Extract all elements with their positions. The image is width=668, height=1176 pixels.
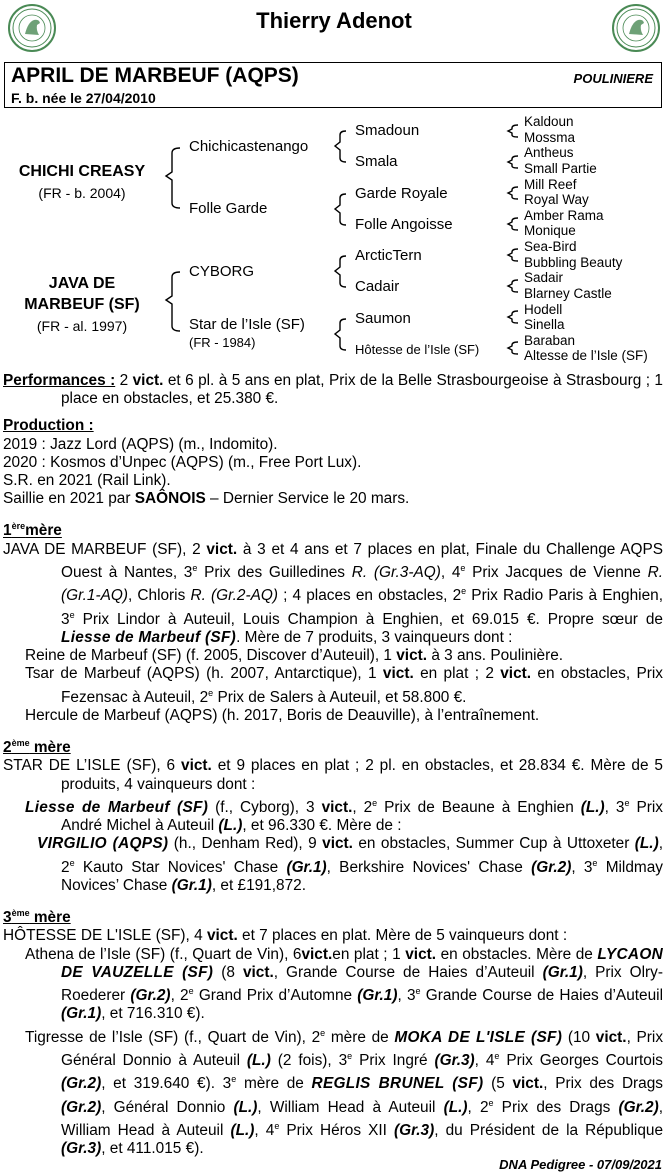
mere2-grandchild-1: VIRGILIO (AQPS) (h., Denham Red), 9 vict. en obstacles, Summer Cup à Uttoxeter (L.), 2e Kauto Star Novices' Chase (Gr.1), Berkshire Novices' Chase (Gr.2), 3e Mildmay Novices’ Chase (Gr.1), et £191,872. bbox=[37, 835, 663, 894]
pedigree-g3-4: Folle Angoisse bbox=[355, 216, 453, 233]
mere2-heading: 2ème mère bbox=[3, 738, 71, 757]
mere3-child-2: Tigresse de l’Isle (SF) (f., Quart de Vin), 2e mère de MOKA DE L'ISLE (SF) (10 vict., Prix Général Donnio à Auteuil (L.) (2 fois), 3e Prix Ingré (Gr.3), 4e Prix Georges Courtois (Gr.2), et 319.640 €). 3e mère de REGLIS BRUNEL (SF) (5 vict., Prix des Drags (Gr.2), Général Donnio (L.), William Head à Auteuil (L.), 2e Prix des Drags (Gr.2), William Head à Auteuil (L.), 4e Prix Héros XII (Gr.3), du Président de la République (Gr.3), et 411.015 €). bbox=[25, 1027, 664, 1158]
pedigree-g4-2: Mossma bbox=[524, 130, 576, 145]
pedigree-g4-8: Monique bbox=[524, 223, 576, 238]
pedigree-g4-16: Altesse de l’Isle (SF) bbox=[524, 348, 648, 363]
pedigree-g3-3: Garde Royale bbox=[355, 185, 448, 202]
mere3-main: HÔTESSE DE L'ISLE (SF), 4 vict. et 7 places en plat. Mère de 5 vainqueurs dont : bbox=[3, 927, 568, 945]
pedigree-g3-5: ArcticTern bbox=[355, 247, 422, 264]
production-line-1: 2019 : Jazz Lord (AQPS) (m., Indomito). bbox=[3, 435, 278, 453]
pedigree-g2-4-info: (FR - 1984) bbox=[189, 335, 256, 350]
dam-name-line1: JAVA DE bbox=[48, 275, 116, 292]
mere2-main: STAR DE L’ISLE (SF), 6 vict. et 9 places en plat ; 2 pl. en obstacles, et 28.834 €. Mère de 5 produits, 4 vainqueurs dont : bbox=[3, 757, 663, 793]
mere1-child-2: Tsar de Marbeuf (AQPS) (h. 2007, Antarctique), 1 vict. en plat ; 2 vict. en obstacles, Prix Fezensac à Auteuil, 2e Prix de Salers à Auteuil, et 58.800 €. bbox=[25, 665, 663, 706]
page-title: Thierry Adenot bbox=[256, 8, 412, 33]
pedigree-g2-3: CYBORG bbox=[189, 263, 255, 280]
mere1-child-3: Hercule de Marbeuf (AQPS) (h. 2017, Boris de Deauville), à l’entraînement. bbox=[25, 706, 540, 724]
production-line-3: S.R. en 2021 (Rail Link). bbox=[3, 472, 171, 490]
pedigree-g2-4: Star de l’Isle (SF) bbox=[189, 316, 305, 333]
mere3-heading: 3ème mère bbox=[3, 908, 71, 927]
horse-name: APRIL DE MARBEUF (AQPS) bbox=[11, 64, 299, 87]
dam-name-line2: MARBEUF (SF) bbox=[24, 296, 140, 313]
sire-info: (FR - b. 2004) bbox=[38, 185, 126, 201]
mere1-heading: 1èremère bbox=[3, 521, 62, 540]
horse-birth: F. b. née le 27/04/2010 bbox=[11, 90, 156, 106]
pedigree-g4-1: Kaldoun bbox=[524, 114, 574, 129]
pedigree-g4-12: Blarney Castle bbox=[524, 286, 612, 301]
production-line-2: 2020 : Kosmos d’Unpec (AQPS) (m., Free Port Lux). bbox=[3, 453, 362, 471]
pedigree-g3-8: Hôtesse de l’Isle (SF) bbox=[355, 342, 480, 357]
pedigree-g4-6: Royal Way bbox=[524, 192, 589, 207]
pedigree-g4-7: Amber Rama bbox=[524, 208, 604, 223]
document-body bbox=[3, 372, 663, 1158]
performances-heading: Performances : bbox=[3, 372, 116, 389]
pedigree-g2-1: Chichicastenango bbox=[189, 138, 309, 155]
pedigree-g4-13: Hodell bbox=[524, 302, 563, 317]
pedigree-g4-15: Baraban bbox=[524, 333, 576, 348]
performances-paragraph: Performances : 2 vict. et 6 pl. à 5 ans en plat, Prix de la Belle Strasbourgeoise à Strasbourg ; 1 place en obstacles, et 25.380 €. bbox=[3, 372, 663, 408]
pedigree-g3-2: Smala bbox=[355, 153, 398, 170]
production-heading: Production : bbox=[3, 417, 94, 435]
mere2-child-1: Liesse de Marbeuf (SF) (f., Cyborg), 3 vict., 2e Prix de Beaune à Enghien (L.), 3e Prix André Michel à Auteuil (L.), et 96.330 €. Mère de : bbox=[25, 797, 663, 835]
sire-name: CHICHI CREASY bbox=[18, 163, 146, 180]
horse-sex: POULINIERE bbox=[573, 71, 653, 86]
mere3-child-1: Athena de l’Isle (SF) (f., Quart de Vin), 6vict.en plat ; 1 vict. en obstacles. Mère de LYCAON DE VAUZELLE (SF) (8 vict., Grande Course de Haies d’Auteuil (Gr.1), Prix Olry-Roederer (Gr.2), 2e Grand Prix d’Automne (Gr.1), 3e Grande Course de Haies d’Auteuil (Gr.1), et 716.310 €). bbox=[25, 945, 664, 1023]
pedigree-g2-2: Folle Garde bbox=[189, 200, 268, 217]
pedigree-g4-3: Antheus bbox=[524, 145, 574, 160]
pedigree-g4-10: Bubbling Beauty bbox=[524, 255, 623, 270]
footer-note: DNA Pedigree - 07/09/2021 bbox=[499, 1157, 662, 1172]
pedigree-g3-6: Cadair bbox=[355, 278, 400, 295]
pedigree-g3-1: Smadoun bbox=[355, 122, 420, 139]
mere1-child-1: Reine de Marbeuf (SF) (f. 2005, Discover d’Auteuil), 1 vict. à 3 ans. Poulinière. bbox=[25, 647, 564, 665]
pedigree-g4-4: Small Partie bbox=[524, 161, 597, 176]
pedigree-g4-14: Sinella bbox=[524, 317, 565, 332]
pedigree-g4-5: Mill Reef bbox=[524, 177, 577, 192]
pedigree-g4-9: Sea-Bird bbox=[524, 239, 577, 254]
production-saillie: Saillie en 2021 par SAÔNOIS – Dernier Service le 20 mars. bbox=[3, 490, 410, 508]
pedigree-g3-7: Saumon bbox=[355, 310, 411, 327]
pedigree-g4-11: Sadair bbox=[524, 270, 564, 285]
dam-info: (FR - al. 1997) bbox=[36, 318, 128, 334]
mere1-main: JAVA DE MARBEUF (SF), 2 vict. à 3 et 4 ans et 7 places en plat, Finale du Challenge AQPS Ouest à Nantes, 3e Prix des Guilledines R. (Gr.3-AQ), 4e Prix Jacques de Vienne R. (Gr.1-AQ), Chloris R. (Gr.2-AQ) ; 4 places en obstacles, 2e Prix Radio Paris à Enghien, 3e Prix Lindor à Auteuil, Louis Champion à Enghien, et 69.015 €. Propre sœur de Liesse de Marbeuf (SF). Mère de 7 produits, 3 vainqueurs dont : bbox=[3, 540, 663, 646]
